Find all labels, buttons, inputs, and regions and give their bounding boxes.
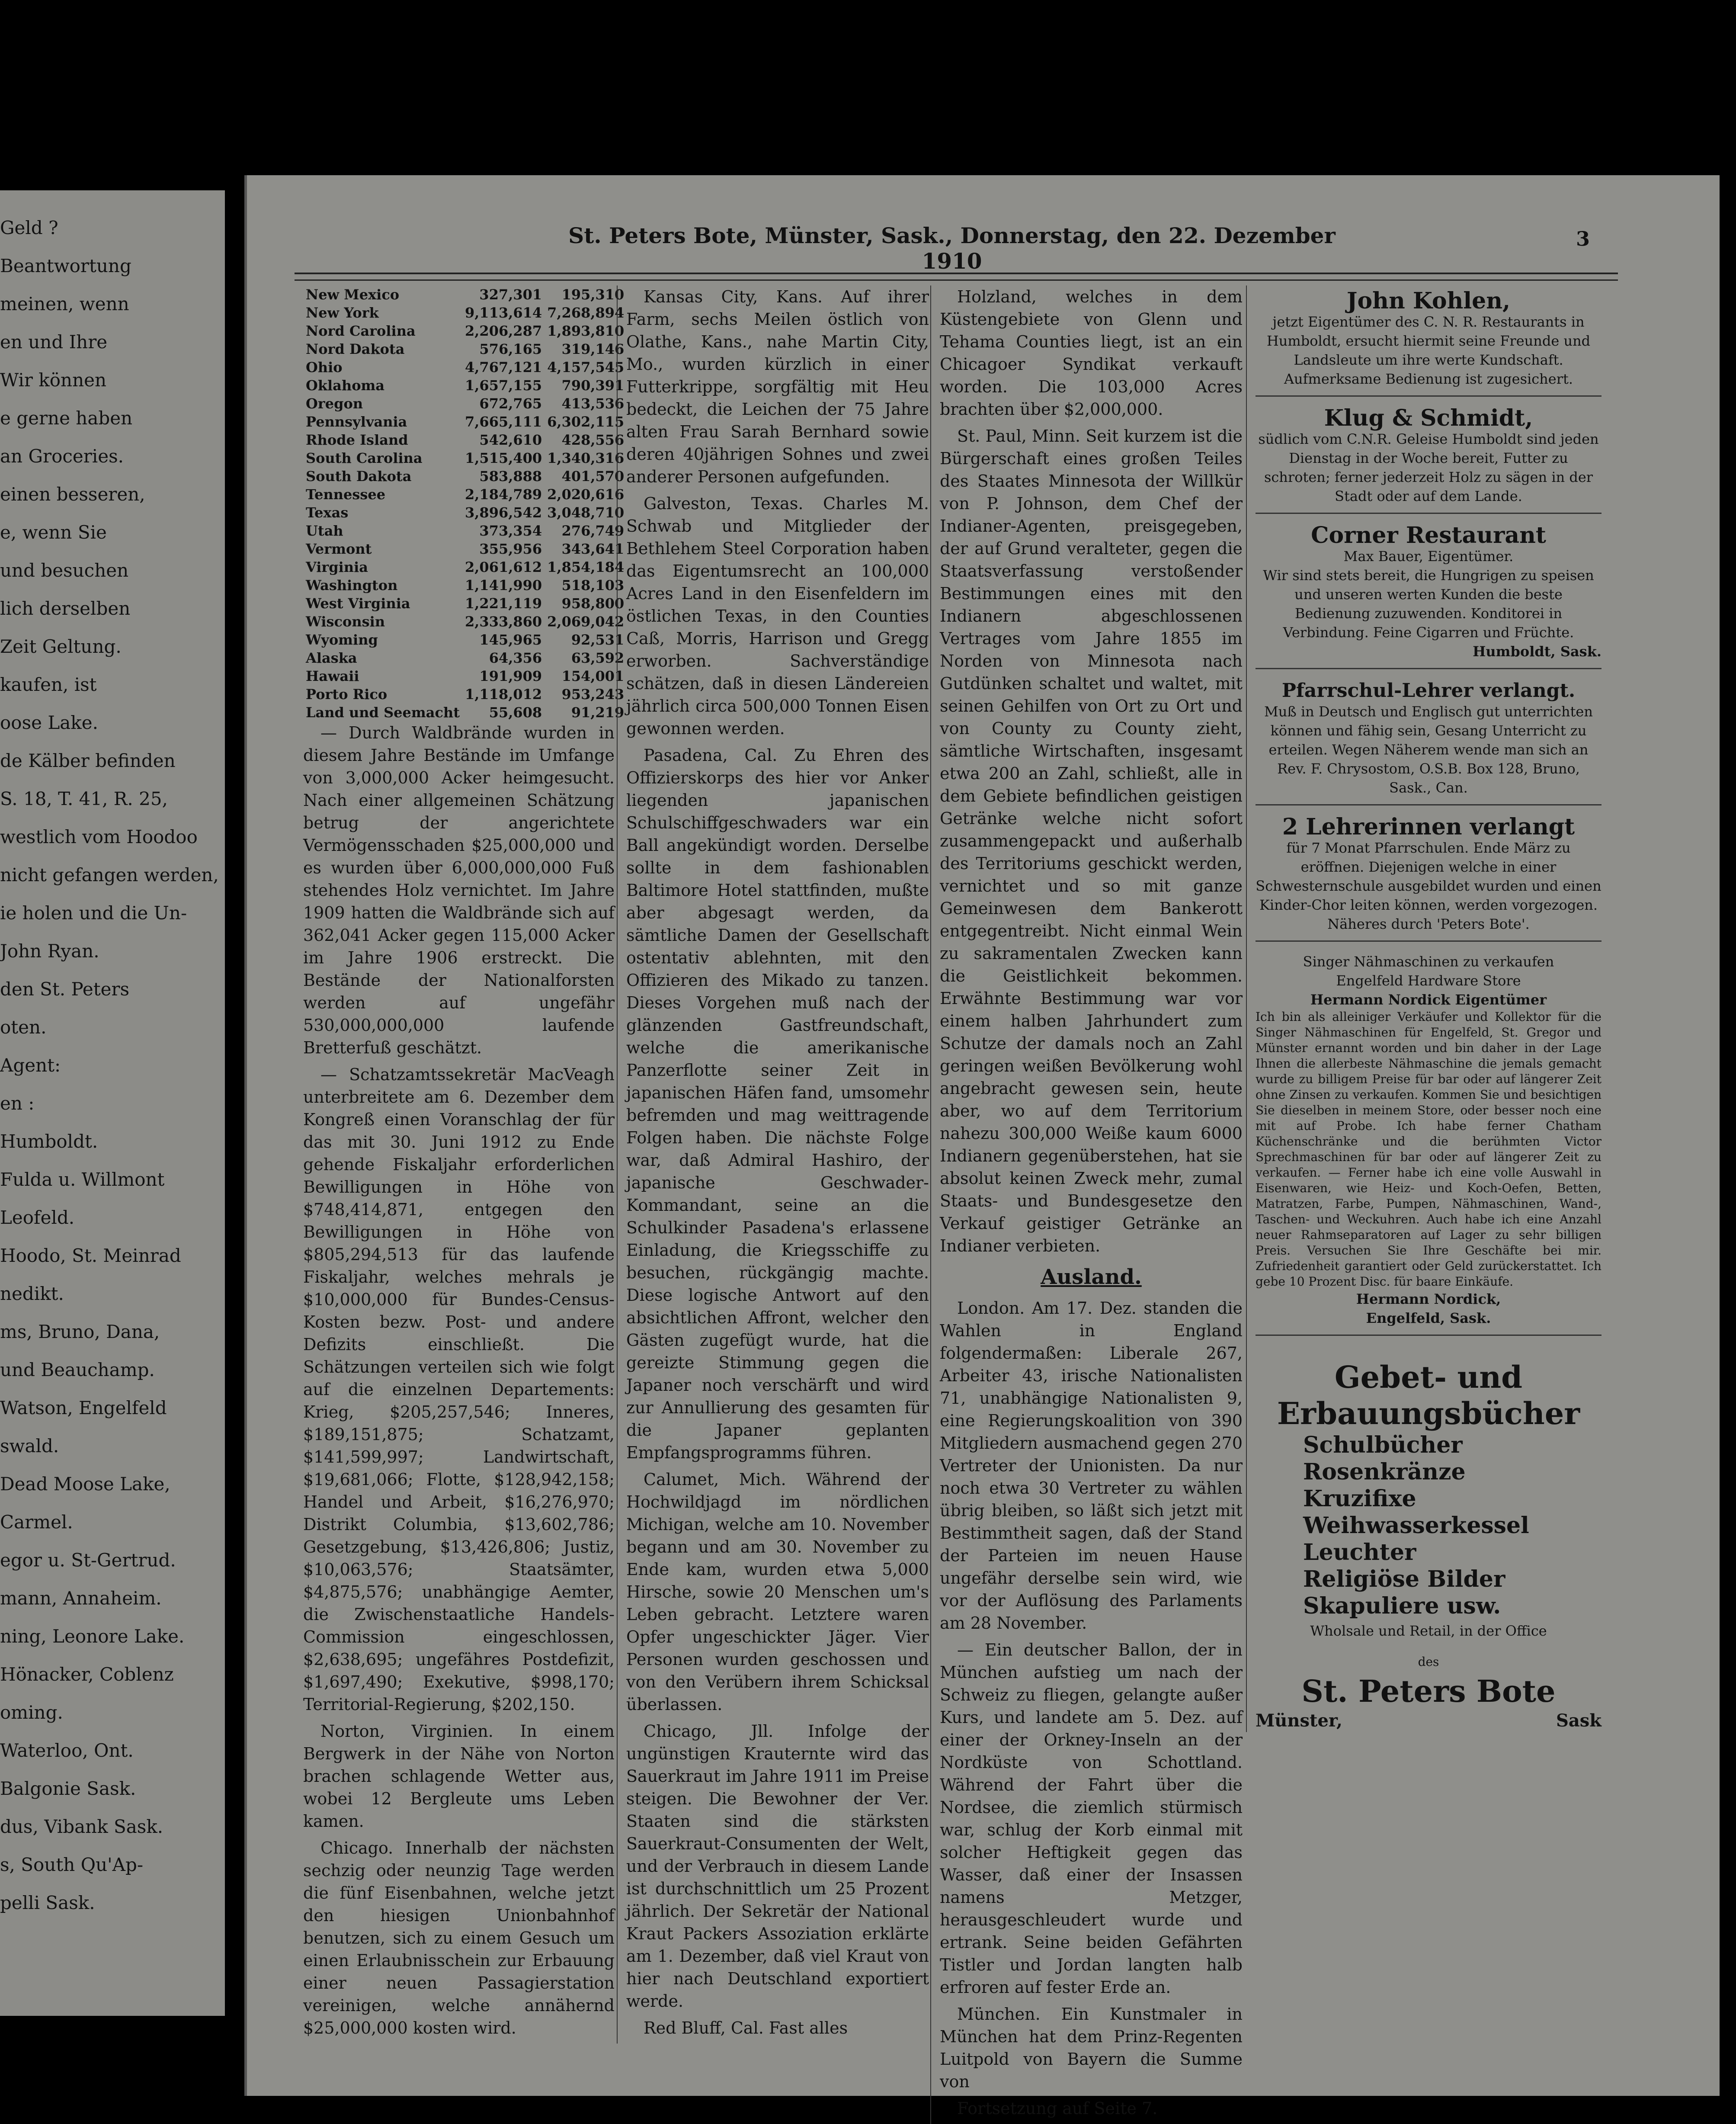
ad-note: Wholsale und Retail, in der Office <box>1310 1623 1547 1639</box>
left-page-line: S. 18, T. 41, R. 25, <box>0 788 168 809</box>
population-value: 401,570 <box>561 468 625 484</box>
article-paragraph: München. Ein Kunstmaler in München hat dem Prinz-Regenten Luitpold von Bayern die Summe von <box>940 2005 1243 2091</box>
article-paragraph: Fortsetzung auf Seite 7. <box>957 2099 1158 2118</box>
population-value: 7,268,894 <box>547 305 625 321</box>
left-page-line: ms, Bruno, Dana, <box>0 1321 160 1342</box>
left-page-line: und Beauchamp. <box>0 1359 155 1380</box>
state-name: Oregon <box>306 395 363 412</box>
ad-title: John Kohlen, <box>1346 288 1511 314</box>
state-name: Pennsylvania <box>306 414 407 430</box>
left-page-line: und besuchen <box>0 560 129 581</box>
population-value: 4,157,545 <box>547 359 625 375</box>
table-row <box>303 667 627 685</box>
list-item: Religiöse Bilder <box>1303 1566 1505 1592</box>
population-value: 154,001 <box>561 668 625 684</box>
article-paragraph: — Ein deutscher Ballon, der in München aufstieg um nach der Schweiz zu fliegen, gelangte außer Kurs, und landete am 5. Dez. auf einer der Orkney-Inseln an der Nordküste von Schottland. Während der Fahrt über die Nordsee, die ziemlich stürmisch war, schlug der Korb einmal mit solcher Heftigkeit gegen das Wasser, daß einer der Insassen namens Metzger, herausgeschleudert wurde und ertrank. Seine beiden Gefährten Tistler und Jordan langten halb erfroren auf fester Erde an. <box>940 1640 1243 1997</box>
state-name: Porto Rico <box>306 686 388 703</box>
state-name: Vermont <box>306 541 372 557</box>
state-name: South Dakota <box>306 468 412 484</box>
table-row <box>303 395 627 413</box>
state-name: Land und Seemacht <box>306 704 460 721</box>
left-page-line: dus, Vibank Sask. <box>0 1816 163 1837</box>
left-page-line: s, South Qu'Ap- <box>0 1854 144 1875</box>
left-page-line: John Ryan. <box>0 940 99 962</box>
article-paragraph: London. Am 17. Dez. standen die Wahlen in England folgendermaßen: Liberale 267, Arbeiter 43, irische Nationalisten 71, unabhängige Nationalisten 9, eine Regierungskoalition von 390 Mitgliedern ausmachend gegen 270 Vertreter der Unionisten. Da nur noch etwa 30 Vertreter zu wählen übrig bleiben, so läßt sich jetzt mit Bestimmtheit sagen, daß der Stand der Parteien im neuen Hause ungefähr derselbe sein wird, wie vor der Auflösung des Parlaments am 28 November. <box>940 1299 1243 1633</box>
table-row <box>303 703 627 722</box>
article-paragraph: — Schatzamtssekretär MacVeagh unterbreitete am 6. Dezember dem Kongreß einen Voranschlag der für das mit 30. Juni 1912 zu Ende gehende Fiskaljahr erforderlichen Bewilligungen in Höhe von $748,414,871, entgegen den Bewilligungen in Höhe von $805,294,513 für das laufende Fiskaljahr, welches mehrals je $10,000,000 für Bundes-Census-Kosten bezw. Post- und andere Defizits einschließt. Die Schätzungen verteilen sich wie folgt auf die einzelnen Departements: Krieg, $205,257,546; Inneres, $189,151,875; Schatzamt, $141,599,997; Landwirtschaft, $19,681,066; Flotte, $128,942,158; Handel und Arbeit, $16,276,970; Distrikt Columbia, $13,602,786; Gesetzgebung, $13,426,806; Justiz, $10,063,576; Staatsämter, $4,875,576; unabhängige Aemter, die Zwischenstaatliche Handels-Commission eingeschlossen, $2,638,695; ungefähres Postdefizit, $1,697,490; Exekutive, $998,170; Territorial-Regierung, $202,150. <box>303 1065 615 1714</box>
list-item: Schulbücher <box>1303 1432 1463 1458</box>
population-value: 6,302,115 <box>547 414 625 430</box>
left-page-line: kaufen, ist <box>0 674 97 695</box>
population-value: 2,184,789 <box>465 486 542 503</box>
list-item: Weihwasserkessel <box>1303 1512 1529 1539</box>
table-row <box>303 449 627 467</box>
ad-text: für 7 Monat Pfarrschulen. Ende März zu eröffnen. Diejenigen welche in einer Schwesternschule ausgebildet wurden und einen Kinder-Chor leiten können, werden vorgezogen. Näheres durch 'Peters Bote'. <box>1256 840 1601 932</box>
population-value: 2,020,616 <box>547 486 625 503</box>
left-page-line: oose Lake. <box>0 712 98 733</box>
state-name: Texas <box>306 504 349 521</box>
ad-sign: Hermann Nordick, <box>1356 1291 1501 1307</box>
left-page-line: Dead Moose Lake, <box>0 1473 170 1495</box>
left-page-line: oming. <box>0 1702 63 1723</box>
article-paragraph: Galveston, Texas. Charles M. Schwab und Mitglieder der Bethlehem Steel Corporation haben das Eigentumsrecht an 100,000 Acres Land in den Eisenfeldern im östlichen Texas, in den Counties Caß, Morris, Harrison und Gregg erworben. Sachverständige schätzen, daß in diesen Ländereien jährlich circa 500,000 Tonnen Eisen gewonnen werden. <box>626 494 929 738</box>
list-item: Skapuliere usw. <box>1303 1593 1501 1619</box>
population-value: 1,657,155 <box>465 377 542 394</box>
ad-title: Klug & Schmidt, <box>1324 405 1533 431</box>
left-page-line: Carmel. <box>0 1511 73 1533</box>
table-row <box>303 631 627 649</box>
state-name: Nord Dakota <box>306 341 405 357</box>
ad-line: Engelfeld Hardware Store <box>1336 972 1521 989</box>
list-item: Kruzifixe <box>1303 1486 1416 1512</box>
left-page-line: e, wenn Sie <box>0 522 107 543</box>
table-row <box>303 594 627 613</box>
ad-pfarrschul-lehrer <box>1256 675 1601 805</box>
population-value: 576,165 <box>479 341 542 357</box>
population-value: 7,665,111 <box>465 414 542 430</box>
table-row <box>303 413 627 431</box>
population-value: 2,206,287 <box>465 323 542 339</box>
population-value: 92,531 <box>571 632 625 648</box>
left-page-line: Zeit Geltung. <box>0 636 122 657</box>
population-value: 2,069,042 <box>547 613 625 630</box>
population-value: 145,965 <box>479 632 542 648</box>
left-page-line: den St. Peters <box>0 979 130 1000</box>
left-page-line: nedikt. <box>0 1283 64 1304</box>
population-value: 55,608 <box>489 704 542 721</box>
state-name: Wyoming <box>306 632 378 648</box>
article-paragraph: Pasadena, Cal. Zu Ehren des Offizierskorps des hier vor Anker liegenden japanischen Schulschiffgeschwaders war ein Ball angekündigt worden. Derselbe sollte in dem fashionablen Baltimore Hotel stattfinden, mußte aber abgesagt werden, da sämtliche Damen der Gesellschaft ostentativ ablehnten, mit den Offizieren des Mikado zu tanzen. Dieses Vorgehen muß nach der glänzenden Gastfreundschaft, welche die amerikanische Panzerflotte seiner Zeit in japanischen Häfen fand, umsomehr befremden und mag weittragende Folgen haben. Die nächste Folge war, daß Admiral Hashiro, der japanische Geschwader-Kommandant, seine an die Schulkinder Pasadena's erlassene Einladung, die Kriegsschiffe zu besuchen, rückgängig machte. Diese logische Antwort auf den absichtlichen Affront, welcher den Gästen zugefügt wurde, hat die gereizte Stimmung gegen die Japaner noch verschärft und wird zur Annullierung des gesamten für die Japaner geplanten Empfangsprogramms führen. <box>626 746 929 1462</box>
article-paragraph: St. Paul, Minn. Seit kurzem ist die Bürgerschaft eines großen Teiles des Staates Minnesota der Willkür von P. Johnson, dem Chef der Indianer-Agenten, preisgegeben, der auf Grund veralteter, gegen die Staatsverfassung verstoßender Bestimmungen eines mit den Indianern abgeschlossenen Vertrages vom Jahre 1855 im Norden von Minnesota nach Gutdünken schaltet und waltet, mit seinen Gehilfen von Ort zu Ort und von County zu County zieht, sämtliche Wirtschaften, insgesamt etwa 200 an Zahl, schließt, alle in dem Gebiete befindlichen geistigen Getränke welche nicht sofort zusammengepackt und außerhalb des Territoriums geschickt werden, vernichtet und so mit ganze Gemeinwesen dem Bankerott entgegentreibt. Nicht einmal Wein zu sakramentalen Zwecken kann die Geistlichkeit bekommen. Erwähnte Bestimmung war vor einem halben Jahrhundert zum Schutze der damals noch an Zahl geringen weißen Bevölkerung wohl angebracht gewesen sein, heute aber, wo auf dem Territorium nahezu 300,000 Weiße kaum 6000 Indianern gegenüberstehen, hat sie absolut keinen Zweck mehr, zumal Staats- und Bundesgesetze den Verkauf geistiger Getränke an Indianer verbieten. <box>940 427 1243 1255</box>
table-row <box>303 649 627 667</box>
left-page-line: Humboldt. <box>0 1131 98 1152</box>
left-page-line: e gerne haben <box>0 407 133 429</box>
table-row <box>303 685 627 703</box>
state-name: New Mexico <box>306 286 400 303</box>
table-row <box>303 376 627 395</box>
population-value: 1,515,400 <box>465 450 542 466</box>
state-name: Ohio <box>306 359 343 375</box>
state-name: South Carolina <box>306 450 423 466</box>
state-name: Wisconsin <box>306 613 385 630</box>
ad-des: des <box>1418 1655 1439 1669</box>
ad-kohlen <box>1256 286 1601 397</box>
column-1 <box>303 286 625 2044</box>
left-page-line: nicht gefangen werden, <box>0 864 219 886</box>
ad-title: Corner Restaurant <box>1311 522 1546 549</box>
ad-place-1: Münster, <box>1256 1710 1342 1731</box>
population-value: 64,356 <box>489 650 542 666</box>
population-value: 790,391 <box>561 377 625 394</box>
population-value: 63,592 <box>571 650 625 666</box>
ad-corner-restaurant <box>1256 520 1601 669</box>
table-row <box>303 467 627 485</box>
article-paragraph: Holzland, welches in dem Küstengebiete von Glenn und Tehama Counties liegt, ist an ein Chicagoer Syndikat verkauft worden. Die 103,000 Acres brachten über $2,000,000. <box>940 287 1243 419</box>
population-value: 542,610 <box>479 432 542 448</box>
table-row <box>303 304 627 322</box>
population-value: 1,221,119 <box>465 595 542 612</box>
list-item: Leuchter <box>1303 1539 1416 1566</box>
column-3-articles <box>940 286 1243 1257</box>
ad-item-list <box>1256 1432 1601 1620</box>
population-value: 91,219 <box>571 704 625 721</box>
newspaper-page <box>244 175 1720 2118</box>
left-page-line: Hoodo, St. Meinrad <box>0 1245 181 1266</box>
state-name: Virginia <box>306 559 368 575</box>
state-name: Nord Carolina <box>306 323 416 339</box>
page-number: 3 <box>1576 227 1590 250</box>
state-name: Alaska <box>306 650 357 666</box>
left-page-line: de Kälber befinden <box>0 750 176 771</box>
article-paragraph: Chicago, Jll. Infolge der ungünstigen Krauternte wird das Sauerkraut im Jahre 1911 im Preise steigen. Die Bewohner der Ver. Staaten sind die stärksten Sauerkraut-Consumenten der Welt, und der Verbrauch in diesem Lande ist durchschnittlich um 25 Prozent jährlich. Der Sekretär der National Kraut Packers Assoziation erklärte am 1. Dezember, daß viel Kraut von hier nach Deutschland exportiert werde. <box>626 1722 929 2011</box>
ausland-heading: Ausland. <box>1041 1265 1142 1289</box>
left-page-line: Hönacker, Coblenz <box>0 1664 174 1685</box>
table-row <box>303 431 627 449</box>
left-page-line: en : <box>0 1093 35 1114</box>
ad-text: südlich vom C.N.R. Geleise Humboldt sind jeden Dienstag in der Woche bereit, Futter zu schroten; ferner jederzeit Holz zu sägen in der Stadt oder auf dem Lande. <box>1258 431 1599 504</box>
ausland-articles <box>940 1297 1243 2120</box>
left-page-line: mann, Annaheim. <box>0 1588 162 1609</box>
population-value: 3,896,542 <box>465 504 542 521</box>
ad-place-row <box>1256 1710 1601 1732</box>
population-value: 518,103 <box>561 577 625 594</box>
ad-place: Engelfeld, Sask. <box>1366 1310 1491 1326</box>
column-2 <box>617 286 929 2044</box>
article-paragraph: Kansas City, Kans. Auf ihrer Farm, sechs Meilen östlich von Olathe, Kans., nahe Martin City, Mo., wurden kürzlich in einer Futterkrippe, sorgfältig mit Heu bedeckt, die Leichen der 75 Jahre alten Frau Sarah Bernhard sowie deren 40jährigen Sohnes und zwei anderer Personen aufgefunden. <box>626 287 929 486</box>
state-name: New York <box>306 305 379 321</box>
left-page-line: Wir können <box>0 369 107 391</box>
header-rule <box>295 273 1618 281</box>
population-value: 276,749 <box>561 523 625 539</box>
ad-text: Muß in Deutsch und Englisch gut unterrichten können und fähig sein, Gesang Unterricht zu erteilen. Wegen Näherem wende man sich an <box>1264 703 1593 758</box>
ad-text: jetzt Eigentümer des C. N. R. Restaurants in Humboldt, ersucht hiermit seine Freunde und Landsleute um ihre werte Kundschaft. Aufmerksame Bedienung ist zugesichert. <box>1266 314 1591 387</box>
left-page-line: Geld ? <box>0 217 58 238</box>
population-value: 373,354 <box>479 523 542 539</box>
table-row <box>303 485 627 504</box>
left-page-line: an Groceries. <box>0 446 124 467</box>
left-page-line: Leofeld. <box>0 1207 75 1228</box>
left-page-line: egor u. St-Gertrud. <box>0 1550 176 1571</box>
population-value: 958,800 <box>561 595 625 612</box>
population-value: 327,301 <box>479 286 542 303</box>
article-paragraph: Calumet, Mich. Während der Hochwildjagd im nördlichen Michigan, welche am 10. November begann und am 30. November zu Ende kam, wurden etwa 5,000 Hirsche, sowie 20 Menschen um's Leben gebracht. Letztere waren Opfer ungeschickter Jäger. Vier Personen wurden geschossen und von den Verübern ihrem Schicksal überlassen. <box>626 1470 929 1714</box>
ad-name: St. Peters Bote <box>1301 1673 1556 1709</box>
table-row <box>303 358 627 376</box>
table-row <box>303 558 627 576</box>
left-page-line: Waterloo, Ont. <box>0 1740 134 1761</box>
population-value: 4,767,121 <box>465 359 542 375</box>
population-value: 195,310 <box>561 286 625 303</box>
table-row <box>303 576 627 594</box>
state-name: Hawaii <box>306 668 359 684</box>
list-item: Rosenkränze <box>1303 1459 1466 1485</box>
population-value: 1,893,810 <box>547 323 625 339</box>
left-page-line: einen besseren, <box>0 484 145 505</box>
population-value: 428,556 <box>561 432 625 448</box>
population-value: 1,118,012 <box>465 686 542 703</box>
column-1-articles <box>303 722 615 2039</box>
population-value: 413,536 <box>561 395 625 412</box>
population-value: 953,243 <box>561 686 625 703</box>
ad-title-2: Erbauungsbücher <box>1277 1396 1580 1431</box>
ad-contact: Rev. F. Chrysostom, O.S.B. Box 128, Bruno, Sask., Can. <box>1277 760 1580 796</box>
column-3 <box>930 286 1243 2124</box>
left-page-line: oten. <box>0 1017 47 1038</box>
article-paragraph: Red Bluff, Cal. Fast alles <box>644 2018 848 2037</box>
population-value: 3,048,710 <box>547 504 625 521</box>
table-row <box>303 286 627 304</box>
population-value: 1,854,184 <box>547 559 625 575</box>
left-page-line: meinen, wenn <box>0 293 129 314</box>
population-value: 1,141,990 <box>465 577 542 594</box>
page-header <box>247 223 1720 274</box>
population-value: 672,765 <box>479 395 542 412</box>
ad-klug-schmidt <box>1256 403 1601 514</box>
population-value: 1,340,316 <box>547 450 625 466</box>
left-page-line: en und Ihre <box>0 331 108 353</box>
ad-singer <box>1256 948 1601 1336</box>
ad-line: Hermann Nordick Eigentümer <box>1310 991 1547 1008</box>
state-name: Washington <box>306 577 398 594</box>
left-page-line: Fulda u. Willmont <box>0 1169 165 1190</box>
ad-line: Singer Nähmaschinen zu verkaufen <box>1303 953 1554 970</box>
population-table <box>303 286 627 722</box>
population-value: 355,956 <box>479 541 542 557</box>
table-row <box>303 340 627 358</box>
article-paragraph: Chicago. Innerhalb der nächsten sechzig oder neunzig Tage werden die fünf Eisenbahnen, welche jetzt den hiesigen Unionbahnhof benutzen, sich zu einem Gesuch um einen Erlaubnisschein zur Erbauung einer neuen Passagierstation vereinigen, welche annähernd $25,000,000 kosten wird. <box>303 1838 615 2037</box>
masthead-title: St. Peters Bote, Münster, Sask., Donnerstag, den 22. Dezember 1910 <box>568 223 1336 274</box>
left-page-line: westlich vom Hoodoo <box>0 826 198 847</box>
ad-title: 2 Lehrerinnen verlangt <box>1282 814 1575 840</box>
population-value: 583,888 <box>479 468 542 484</box>
article-paragraph: Norton, Virginien. In einem Bergwerk in der Nähe von Norton brachen schlagende Wetter aus, wobei 12 Bergleute ums Leben kamen. <box>303 1722 615 1831</box>
left-page-line: ie holen und die Un- <box>0 902 187 924</box>
table-row <box>303 522 627 540</box>
ad-place: Humboldt, Sask. <box>1473 643 1601 660</box>
ad-place-2: Sask <box>1556 1710 1601 1731</box>
table-row <box>303 540 627 558</box>
table-row <box>303 322 627 340</box>
population-value: 191,909 <box>479 668 542 684</box>
ad-text: Ich bin als alleiniger Verkäufer und Kollektor für die Singer Nähmaschinen für Engelfeld, St. Gregor und Münster ernannt worden und bin daher in der Lage Ihnen die allerbeste Nähmaschine die jemals gemacht wurde zu billigem Preise für bar oder auf längerer Zeit ohne Zinsen zu verkaufen. Kommen Sie und besichtigen Sie dieselben in meinem Store, oder besser noch eine mit auf Probe. Ich habe ferner Chatham Küchenschränke und die berühmten Victor Sprechmaschinen für bar oder auf längerer Zeit zu verkaufen. — Ferner habe ich eine volle Auswahl in Eisenwaren, wie Heiz- und Koch-Oefen, Betten, Matratzen, Farbe, Pumpen, Nähmaschinen, Wand-, Taschen- und Weckuhren. Auch habe ich eine Anzahl neuer Rahmseparatoren auf Lager zu sehr billigen Preis. Versuchen Sie Ihre Geschäfte bei mir. Zufriedenheit garantiert oder Geld zurückerstattet. Ich gebe 10 Prozent Disc. für baare Einkäufe. <box>1256 1010 1601 1289</box>
left-page-line: Agent: <box>0 1055 61 1076</box>
ad-owner: Max Bauer, Eigentümer. <box>1343 548 1514 565</box>
ad-gebet-buecher <box>1256 1342 1601 1732</box>
state-name: Oklahoma <box>306 377 385 394</box>
left-page-line: pelli Sask. <box>0 1892 95 1913</box>
ad-title-1: Gebet- und <box>1334 1359 1523 1395</box>
left-page-fragment <box>0 190 225 2016</box>
column-4-ads <box>1246 286 1601 1732</box>
population-value: 2,061,612 <box>465 559 542 575</box>
ad-title: Pfarrschul-Lehrer verlangt. <box>1281 680 1576 702</box>
article-paragraph: — Durch Waldbrände wurden in diesem Jahre Bestände im Umfange von 3,000,000 Acker heimgesucht. Nach einer allgemeinen Schätzung betrug der angerichtete Vermögensschaden $25,000,000 und es wurden über 6,000,000,000 Fuß stehendes Holz vernichtet. Im Jahre 1909 hatten die Waldbrände sich auf 362,041 Acker gegen 115,000 Acker im Jahre 1906 erstreckt. Die Bestände der Nationalforsten werden auf ungefähr 530,000,000,000 laufende Bretterfuß geschätzt. <box>303 723 615 1057</box>
left-page-line: Watson, Engelfeld <box>0 1397 167 1418</box>
state-name: Tennessee <box>306 486 386 503</box>
table-row <box>303 613 627 631</box>
population-value: 9,113,614 <box>465 305 542 321</box>
population-value: 319,146 <box>561 341 625 357</box>
left-page-line: lich derselben <box>0 598 131 619</box>
population-value: 2,333,860 <box>465 613 542 630</box>
ad-lehrerinnen <box>1256 812 1601 942</box>
ad-text: Wir sind stets bereit, die Hungrigen zu speisen und unseren werten Kunden die beste Bedienung zuzuwenden. Konditorei in Verbindung. Feine Cigarren und Früchte. <box>1263 567 1594 641</box>
table-row <box>303 504 627 522</box>
left-page-line: Balgonie Sask. <box>0 1778 136 1799</box>
population-value: 343,641 <box>561 541 625 557</box>
left-page-line: ning, Leonore Lake. <box>0 1626 185 1647</box>
left-page-line: Beantwortung <box>0 255 131 276</box>
state-name: Rhode Island <box>306 432 408 448</box>
left-page-line: swald. <box>0 1435 59 1457</box>
state-name: Utah <box>306 523 343 539</box>
state-name: West Virginia <box>306 595 410 612</box>
